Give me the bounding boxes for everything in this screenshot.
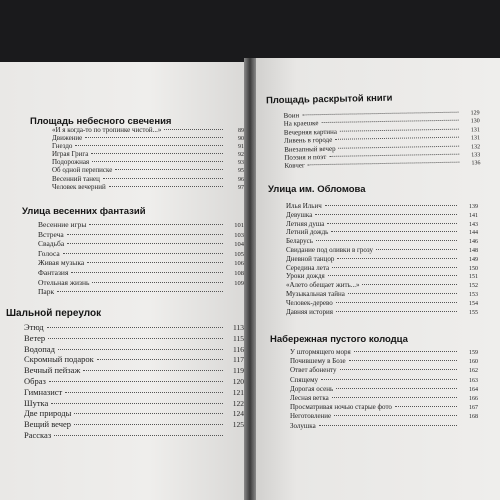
entry-title: Об одной переписке xyxy=(52,166,113,175)
page-number: 144 xyxy=(469,230,478,237)
entry-title: Вещий вечер xyxy=(24,419,72,430)
toc-list xyxy=(52,126,244,191)
toc-list xyxy=(38,220,244,297)
toc-entry xyxy=(24,344,244,355)
page-number: 143 xyxy=(469,221,478,228)
dot-leader xyxy=(97,359,223,360)
dot-leader xyxy=(328,275,457,276)
entry-title: Беларусь xyxy=(286,237,313,246)
page-number: 106 xyxy=(234,260,244,268)
page-number: 154 xyxy=(469,300,478,307)
toc-entry xyxy=(286,281,478,290)
dot-leader xyxy=(89,224,223,225)
dot-leader xyxy=(349,360,457,361)
dot-leader xyxy=(109,186,223,187)
dot-leader xyxy=(54,435,223,436)
entry-title: Водопад xyxy=(24,343,55,354)
toc-entry xyxy=(38,220,244,230)
toc-entry xyxy=(38,239,244,249)
entry-title: Илья Ильич xyxy=(286,202,322,210)
page-number: 105 xyxy=(234,250,244,258)
entry-title: Поэзия и поэт xyxy=(284,152,327,162)
entry-title: Рассказ xyxy=(24,429,52,440)
entry-title: Неготовление xyxy=(290,412,332,421)
toc-entry xyxy=(38,249,244,259)
entry-title: Голоса xyxy=(38,248,60,258)
dot-leader xyxy=(362,284,457,285)
toc-entry xyxy=(24,333,244,344)
section-title: Улица им. Обломова xyxy=(268,184,366,195)
dot-leader xyxy=(321,120,458,123)
page-number: 133 xyxy=(471,152,481,159)
page-number: 129 xyxy=(470,110,480,117)
page-number: 168 xyxy=(469,414,478,421)
toc-entry xyxy=(52,175,244,183)
entry-title: Золушка xyxy=(290,421,316,430)
section-title: Площадь раскрытой книги xyxy=(265,92,393,107)
entry-title: Образ xyxy=(24,375,46,386)
dot-leader xyxy=(336,311,457,312)
entry-title: Весенние игры xyxy=(38,220,87,229)
page-number: 108 xyxy=(234,269,244,277)
dot-leader xyxy=(65,392,223,393)
page-number: 103 xyxy=(234,231,244,239)
entry-title: Движение xyxy=(52,134,83,143)
section-title: Набережная пустого колодца xyxy=(270,334,408,345)
entry-title: Весенний танец xyxy=(52,174,100,183)
entry-title: Фантазия xyxy=(38,267,69,277)
entry-title: Играя Грига xyxy=(52,150,89,159)
page-number: 166 xyxy=(469,395,478,402)
entry-title: Девушка xyxy=(286,210,313,219)
dot-leader xyxy=(348,293,457,294)
entry-title: Подорожная xyxy=(52,158,90,167)
entry-title: Просматривая ночью старые фото xyxy=(290,403,392,412)
page-number: 91 xyxy=(238,144,244,151)
entry-title: Ливень в городе xyxy=(283,136,333,145)
entry-title: Внезапный вечер xyxy=(284,144,336,154)
dot-leader xyxy=(332,267,457,268)
page-number: 122 xyxy=(232,398,244,408)
dot-leader xyxy=(336,302,457,303)
entry-title: Ветер xyxy=(24,332,46,343)
toc-list xyxy=(290,348,478,431)
page-number: 150 xyxy=(469,265,478,272)
page-number: 155 xyxy=(469,309,478,316)
entry-title: Гимназист xyxy=(24,386,63,397)
entry-title: Летняя душа xyxy=(286,219,325,228)
entry-title: Свадьба xyxy=(38,239,65,249)
dot-leader xyxy=(340,128,459,131)
dot-leader xyxy=(327,223,457,224)
toc-entry xyxy=(52,134,244,142)
dot-leader xyxy=(329,154,459,157)
toc-entry xyxy=(24,354,244,365)
dot-leader xyxy=(340,369,457,370)
toc-entry xyxy=(38,287,244,297)
dot-leader xyxy=(315,214,457,215)
entry-title: Ковчег xyxy=(284,161,305,171)
toc-entry xyxy=(290,394,478,403)
toc-entry xyxy=(52,142,244,150)
entry-title: Скромный подарок xyxy=(24,354,94,365)
toc-entry xyxy=(290,422,478,431)
page-number: 115 xyxy=(233,333,244,343)
page-number: 96 xyxy=(238,176,244,183)
page-number: 97 xyxy=(238,184,244,191)
dot-leader xyxy=(75,145,223,146)
page-number: 149 xyxy=(469,256,478,263)
toc-entry xyxy=(52,158,244,166)
toc-entry xyxy=(24,398,244,409)
toc-entry xyxy=(290,412,478,421)
page-number: 116 xyxy=(233,344,244,354)
entry-title: Лесная ветка xyxy=(290,393,329,402)
dot-leader xyxy=(67,234,223,235)
page-number: 162 xyxy=(469,368,478,375)
dot-leader xyxy=(74,424,223,425)
entry-title: Вечерняя картина xyxy=(283,127,338,137)
page-number: 153 xyxy=(469,291,478,298)
dot-leader xyxy=(71,272,223,273)
page-number: 131 xyxy=(470,135,481,142)
toc-entry xyxy=(38,258,244,268)
section-title: Улица весенних фантазий xyxy=(22,206,146,217)
toc-entry xyxy=(52,166,244,174)
page-number: 136 xyxy=(471,160,481,167)
page-number: 119 xyxy=(233,366,244,376)
toc-entry xyxy=(24,387,244,398)
page-number: 89 xyxy=(238,128,244,134)
entry-title: Середина лета xyxy=(286,263,330,272)
toc-entry xyxy=(286,290,478,299)
dot-leader xyxy=(58,349,223,350)
dot-leader xyxy=(302,112,458,116)
entry-title: Человек-дерево xyxy=(286,298,333,307)
dot-leader xyxy=(47,327,223,328)
dot-leader xyxy=(319,425,457,426)
toc-entry xyxy=(24,365,244,376)
entry-title: У штормящего моря xyxy=(290,348,351,356)
dot-leader xyxy=(376,249,457,250)
dot-leader xyxy=(49,381,223,382)
toc-entry xyxy=(290,385,478,394)
entry-title: Человек вечерний xyxy=(52,182,106,191)
dot-leader xyxy=(325,205,457,206)
dot-leader xyxy=(48,338,223,339)
toc-entry xyxy=(286,255,478,264)
entry-title: Встреча xyxy=(38,229,64,239)
dot-leader xyxy=(316,240,457,241)
entry-title: Свидание под оливки в грозу xyxy=(286,245,373,254)
dot-leader xyxy=(331,231,457,232)
toc-entry xyxy=(286,228,478,237)
entry-title: Летний дождь xyxy=(286,228,329,237)
dot-leader xyxy=(339,145,460,148)
page-number: 148 xyxy=(469,247,478,254)
entry-title: Почившему в Бозе xyxy=(290,357,346,366)
entry-title: Живая музыка xyxy=(38,258,85,268)
page-number: 92 xyxy=(238,152,244,159)
entry-title: Две природы xyxy=(24,408,72,419)
entry-title: На краешке xyxy=(283,119,319,129)
toc-entry xyxy=(286,202,478,211)
dot-leader xyxy=(67,243,223,244)
entry-title: «Алето обещает жить...» xyxy=(286,281,360,290)
page-number: 95 xyxy=(238,168,244,175)
page-number: 125 xyxy=(232,420,244,430)
dot-leader xyxy=(103,178,223,179)
dot-leader xyxy=(63,253,223,254)
page-number: 160 xyxy=(469,359,478,366)
dot-leader xyxy=(92,282,223,283)
page-number: 141 xyxy=(469,212,478,219)
entry-title: Музыкальная тайна xyxy=(286,289,345,298)
toc-entry xyxy=(286,308,478,317)
toc-entry xyxy=(38,230,244,240)
entry-title: Ответ абоненту xyxy=(290,366,337,375)
toc-entry xyxy=(290,376,478,385)
page-number: 163 xyxy=(469,377,478,384)
toc-entry xyxy=(24,322,244,333)
toc-list xyxy=(24,322,244,441)
dot-leader xyxy=(87,262,223,263)
dot-leader xyxy=(334,415,457,416)
book-gutter xyxy=(244,58,256,500)
page-number: 124 xyxy=(232,409,244,419)
toc-entry xyxy=(290,403,478,412)
toc-entry xyxy=(52,126,244,134)
page-number: 151 xyxy=(469,274,478,281)
page-number: 132 xyxy=(471,143,481,151)
toc-entry xyxy=(286,299,478,308)
toc-list xyxy=(286,202,478,316)
dot-leader xyxy=(335,137,459,140)
toc-entry xyxy=(24,430,244,441)
page-number: 117 xyxy=(233,355,244,365)
page-number: 167 xyxy=(469,405,478,412)
dot-leader xyxy=(85,137,223,138)
toc-list xyxy=(284,108,481,170)
page-number: 146 xyxy=(469,239,478,246)
page-number: 130 xyxy=(470,118,480,125)
toc-entry xyxy=(24,408,244,419)
entry-title: Гнездо xyxy=(52,142,73,151)
toc-entry xyxy=(286,211,478,220)
dot-leader xyxy=(83,370,223,371)
dot-leader xyxy=(395,406,457,407)
toc-entry xyxy=(286,264,478,273)
toc-entry xyxy=(38,278,244,288)
toc-entry xyxy=(52,150,244,158)
page-number: 152 xyxy=(469,283,478,290)
section-title: Площадь небесного свечения xyxy=(30,116,172,127)
dot-leader xyxy=(308,162,460,166)
entry-title: Вечный пейзаж xyxy=(24,365,81,376)
toc-entry xyxy=(286,220,478,229)
page-number: 109 xyxy=(234,279,244,287)
left-page xyxy=(0,62,248,500)
entry-title: Уроки дождя xyxy=(286,272,325,281)
toc-entry xyxy=(286,246,478,255)
toc-entry xyxy=(24,376,244,387)
page-number: 131 xyxy=(470,127,480,134)
dot-leader xyxy=(332,397,457,398)
toc-entry xyxy=(38,268,244,278)
page-number: 101 xyxy=(234,222,244,229)
dot-leader xyxy=(354,351,457,352)
entry-title: Шутка xyxy=(24,397,49,408)
page-number: 164 xyxy=(469,386,478,393)
right-page xyxy=(252,58,500,500)
entry-title: Дорогая осень xyxy=(290,384,334,393)
toc-entry xyxy=(24,419,244,430)
entry-title: Воин xyxy=(283,111,300,120)
section-title: Шальной переулок xyxy=(6,308,102,319)
page-number: 90 xyxy=(238,136,244,143)
toc-entry xyxy=(290,366,478,375)
page-number: 104 xyxy=(234,241,244,249)
page-number: 159 xyxy=(469,350,478,356)
entry-title: Спящему xyxy=(290,375,319,384)
entry-title: Этюд xyxy=(24,322,44,332)
dot-leader xyxy=(164,129,223,130)
toc-entry xyxy=(286,237,478,246)
toc-entry xyxy=(290,357,478,366)
dot-leader xyxy=(91,153,223,154)
page-number: 121 xyxy=(232,387,244,397)
toc-entry xyxy=(52,183,244,191)
dot-leader xyxy=(337,258,457,259)
entry-title: Парк xyxy=(38,287,55,297)
page-number: 139 xyxy=(469,204,478,210)
page-number: 113 xyxy=(233,323,244,332)
dot-leader xyxy=(336,388,457,389)
entry-title: «И я когда-то по тропинке чистой...» xyxy=(52,126,162,134)
dot-leader xyxy=(57,291,223,292)
dot-leader xyxy=(51,403,223,404)
entry-title: Давняя история xyxy=(286,307,333,316)
toc-entry xyxy=(290,348,478,357)
page-number: 93 xyxy=(238,160,244,167)
toc-entry xyxy=(286,272,478,281)
dot-leader xyxy=(74,413,223,414)
dot-leader xyxy=(115,169,223,170)
dot-leader xyxy=(321,379,457,380)
dot-leader xyxy=(92,161,223,162)
entry-title: Отельная жизнь xyxy=(38,277,90,287)
page-number: 120 xyxy=(232,376,244,386)
entry-title: Дневной танцор xyxy=(286,254,335,263)
